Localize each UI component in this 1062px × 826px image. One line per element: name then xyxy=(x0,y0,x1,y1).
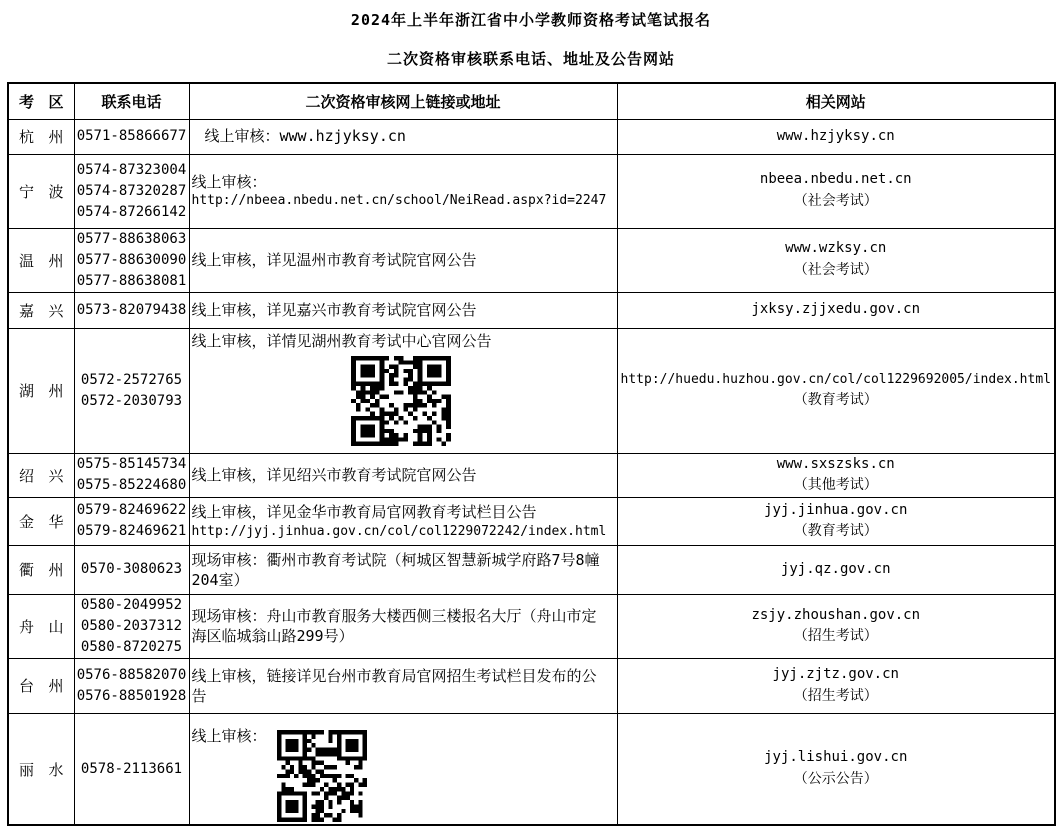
phone-number: 0580-2049952 xyxy=(80,596,183,613)
website-cell xyxy=(617,594,1055,658)
website-cell xyxy=(617,453,1055,497)
phone-cell xyxy=(74,228,189,292)
district-char-left: 丽 xyxy=(19,760,35,779)
website-note: （招生考试） xyxy=(793,687,878,704)
link-cell xyxy=(189,658,617,713)
header-district-label-left: 考 xyxy=(19,92,35,111)
district-char-left: 湖 xyxy=(19,382,35,400)
district-char-right: 山 xyxy=(48,617,64,636)
website-url: jyj.qz.gov.cn xyxy=(780,561,891,578)
table-row xyxy=(8,119,1055,154)
district-char-left: 台 xyxy=(19,677,35,696)
link-text: 线上审核，详见温州市教育考试院官网公告 xyxy=(191,250,477,269)
phone-cell xyxy=(74,594,189,658)
review-table xyxy=(7,82,1056,826)
link-cell xyxy=(189,292,617,328)
website-cell xyxy=(617,545,1055,594)
phone-number: 0579-82469621 xyxy=(76,523,187,540)
phone-number: 0572-2572765 xyxy=(80,371,183,388)
phone-cell xyxy=(74,497,189,545)
district-char-right: 州 xyxy=(48,677,64,696)
district-char-right: 波 xyxy=(48,182,64,201)
table-row xyxy=(8,545,1055,594)
district-char-right: 州 xyxy=(48,251,64,270)
website-url: http://huedu.huzhou.gov.cn/col/col1229692005/index.html xyxy=(620,371,1051,387)
website-note: （社会考试） xyxy=(793,193,878,209)
table-row xyxy=(8,154,1055,228)
website-note: （教育考试） xyxy=(793,391,878,408)
district-char-right: 华 xyxy=(48,512,64,531)
link-text: 线上审核，链接详见台州市教育局官网招生考试栏目发布的公告 xyxy=(191,666,597,705)
link-cell xyxy=(189,497,617,545)
link-text: 线上审核，详情见湖州教育考试中心官网公告 xyxy=(191,331,492,350)
link-text: 现场审核：衢州市教育考试院（柯城区智慧新城学府路7号8幢204室） xyxy=(191,550,600,589)
link-text: 线上审核： xyxy=(191,173,267,192)
link-text: 线上审核，详见金华市教育局官网教育考试栏目公告 xyxy=(191,503,537,522)
qr-code xyxy=(192,356,611,446)
link-cell xyxy=(189,119,617,154)
phone-number: 0577-88638063 xyxy=(76,230,187,247)
link-cell xyxy=(189,328,617,453)
phone-cell xyxy=(74,545,189,594)
district-char-right: 兴 xyxy=(48,301,64,320)
link-cell xyxy=(189,594,617,658)
phone-number: 0574-87320287 xyxy=(76,182,187,199)
link-cell xyxy=(189,228,617,292)
link-cell xyxy=(189,453,617,497)
table-body xyxy=(8,119,1055,825)
website-note: （其他考试） xyxy=(793,477,878,494)
district-char-left: 绍 xyxy=(19,466,35,485)
table-row xyxy=(8,594,1055,658)
website-cell xyxy=(617,119,1055,154)
header-phone: 联系电话 xyxy=(74,83,189,119)
district-char-left: 宁 xyxy=(19,182,35,201)
phone-number: 0577-88630090 xyxy=(76,251,187,268)
website-cell xyxy=(617,328,1055,453)
district-cell xyxy=(8,545,74,594)
district-cell xyxy=(8,154,74,228)
website-note: （招生考试） xyxy=(793,628,878,645)
district-char-left: 金 xyxy=(19,512,35,531)
district-cell xyxy=(8,228,74,292)
qr-code xyxy=(277,730,367,822)
website-url: jyj.jinhua.gov.cn xyxy=(764,501,908,518)
phone-number: 0579-82469622 xyxy=(76,502,187,519)
district-cell xyxy=(8,658,74,713)
website-note: （公示公告） xyxy=(793,771,878,788)
qr-code-image xyxy=(351,356,451,446)
phone-cell xyxy=(74,453,189,497)
website-note: （教育考试） xyxy=(793,523,878,540)
link-text: 现场审核：舟山市教育服务大楼西侧三楼报名大厅（舟山市定海区临城翁山路299号） xyxy=(191,607,597,646)
phone-number: 0575-85145734 xyxy=(76,456,187,473)
website-url: www.hzjyksy.cn xyxy=(776,127,895,144)
district-cell xyxy=(8,594,74,658)
link-cell xyxy=(189,545,617,594)
district-char-right: 水 xyxy=(48,760,64,779)
link-with-qr xyxy=(192,716,611,822)
district-cell xyxy=(8,713,74,825)
header-website: 相关网站 xyxy=(617,83,1055,119)
phone-cell xyxy=(74,119,189,154)
phone-number: 0576-88582070 xyxy=(76,666,187,683)
link-url-text: http://jyj.jinhua.gov.cn/col/col1229072242/index.html xyxy=(191,523,607,539)
website-url: jyj.lishui.gov.cn xyxy=(764,749,908,766)
website-url: zsjy.zhoushan.gov.cn xyxy=(751,606,921,623)
link-cell xyxy=(189,154,617,228)
phone-number: 0577-88638081 xyxy=(76,272,187,289)
phone-number: 0578-2113661 xyxy=(80,760,183,777)
table-header xyxy=(8,83,1055,119)
website-url: jyj.zjtz.gov.cn xyxy=(772,666,899,683)
district-cell xyxy=(8,497,74,545)
district-char-right: 州 xyxy=(48,561,64,580)
header-row xyxy=(8,83,1055,119)
table-row xyxy=(8,713,1055,825)
website-cell xyxy=(617,497,1055,545)
website-cell xyxy=(617,154,1055,228)
table-row xyxy=(8,228,1055,292)
website-url: www.wzksy.cn xyxy=(785,240,887,257)
phone-cell xyxy=(74,713,189,825)
header-link: 二次资格审核网上链接或地址 xyxy=(189,83,617,119)
district-char-right: 州 xyxy=(48,382,64,400)
header-district-label-right: 区 xyxy=(48,92,64,111)
table-row xyxy=(8,497,1055,545)
header-district xyxy=(8,83,74,119)
district-cell xyxy=(8,292,74,328)
table-row xyxy=(8,658,1055,713)
website-cell xyxy=(617,658,1055,713)
link-text: 线上审核：www.hzjyksy.cn xyxy=(204,127,406,146)
phone-number: 0575-85224680 xyxy=(76,477,187,494)
phone-cell xyxy=(74,154,189,228)
link-text: 线上审核，详见嘉兴市教育考试院官网公告 xyxy=(191,300,477,319)
phone-number: 0573-82079438 xyxy=(76,301,187,318)
doc-title: 2024年上半年浙江省中小学教师资格考试笔试报名 xyxy=(350,11,712,29)
phone-number: 0580-8720275 xyxy=(80,638,183,655)
website-cell xyxy=(617,713,1055,825)
website-cell xyxy=(617,292,1055,328)
link-url-text: http://nbeea.nbedu.net.cn/school/NeiRead.aspx?id=2247 xyxy=(191,193,607,209)
website-url: jxksy.zjjxedu.gov.cn xyxy=(751,301,921,318)
district-cell xyxy=(8,328,74,453)
phone-cell xyxy=(74,292,189,328)
phone-number: 0580-2037312 xyxy=(80,617,183,634)
phone-number: 0574-87323004 xyxy=(76,161,187,178)
qr-code-image xyxy=(277,730,367,822)
link-cell xyxy=(189,713,617,825)
phone-cell xyxy=(74,658,189,713)
link-text: 线上审核，详见绍兴市教育考试院官网公告 xyxy=(191,466,477,485)
doc-subtitle: 二次资格审核联系电话、地址及公告网站 xyxy=(386,50,675,68)
district-cell xyxy=(8,119,74,154)
phone-number: 0570-3080623 xyxy=(80,561,183,578)
link-text: 线上审核： xyxy=(191,726,267,745)
phone-cell xyxy=(74,328,189,453)
district-char-left: 温 xyxy=(19,251,35,270)
table-row xyxy=(8,453,1055,497)
phone-number: 0572-2030793 xyxy=(80,392,183,409)
district-cell xyxy=(8,453,74,497)
website-url: nbeea.nbedu.net.cn xyxy=(759,171,912,188)
table-row xyxy=(8,328,1055,453)
website-cell xyxy=(617,228,1055,292)
website-note: （社会考试） xyxy=(793,262,878,278)
district-char-left: 嘉 xyxy=(19,301,35,320)
website-url: www.sxszsks.cn xyxy=(776,455,895,472)
table-row xyxy=(8,292,1055,328)
district-char-left: 杭 xyxy=(19,128,35,146)
district-char-left: 舟 xyxy=(19,617,35,636)
phone-number: 0576-88501928 xyxy=(76,687,187,704)
district-char-right: 州 xyxy=(48,128,64,146)
phone-number: 0574-87266142 xyxy=(76,203,187,220)
phone-number: 0571-85866677 xyxy=(76,128,187,144)
district-char-right: 兴 xyxy=(48,466,64,485)
district-char-left: 衢 xyxy=(19,561,35,580)
